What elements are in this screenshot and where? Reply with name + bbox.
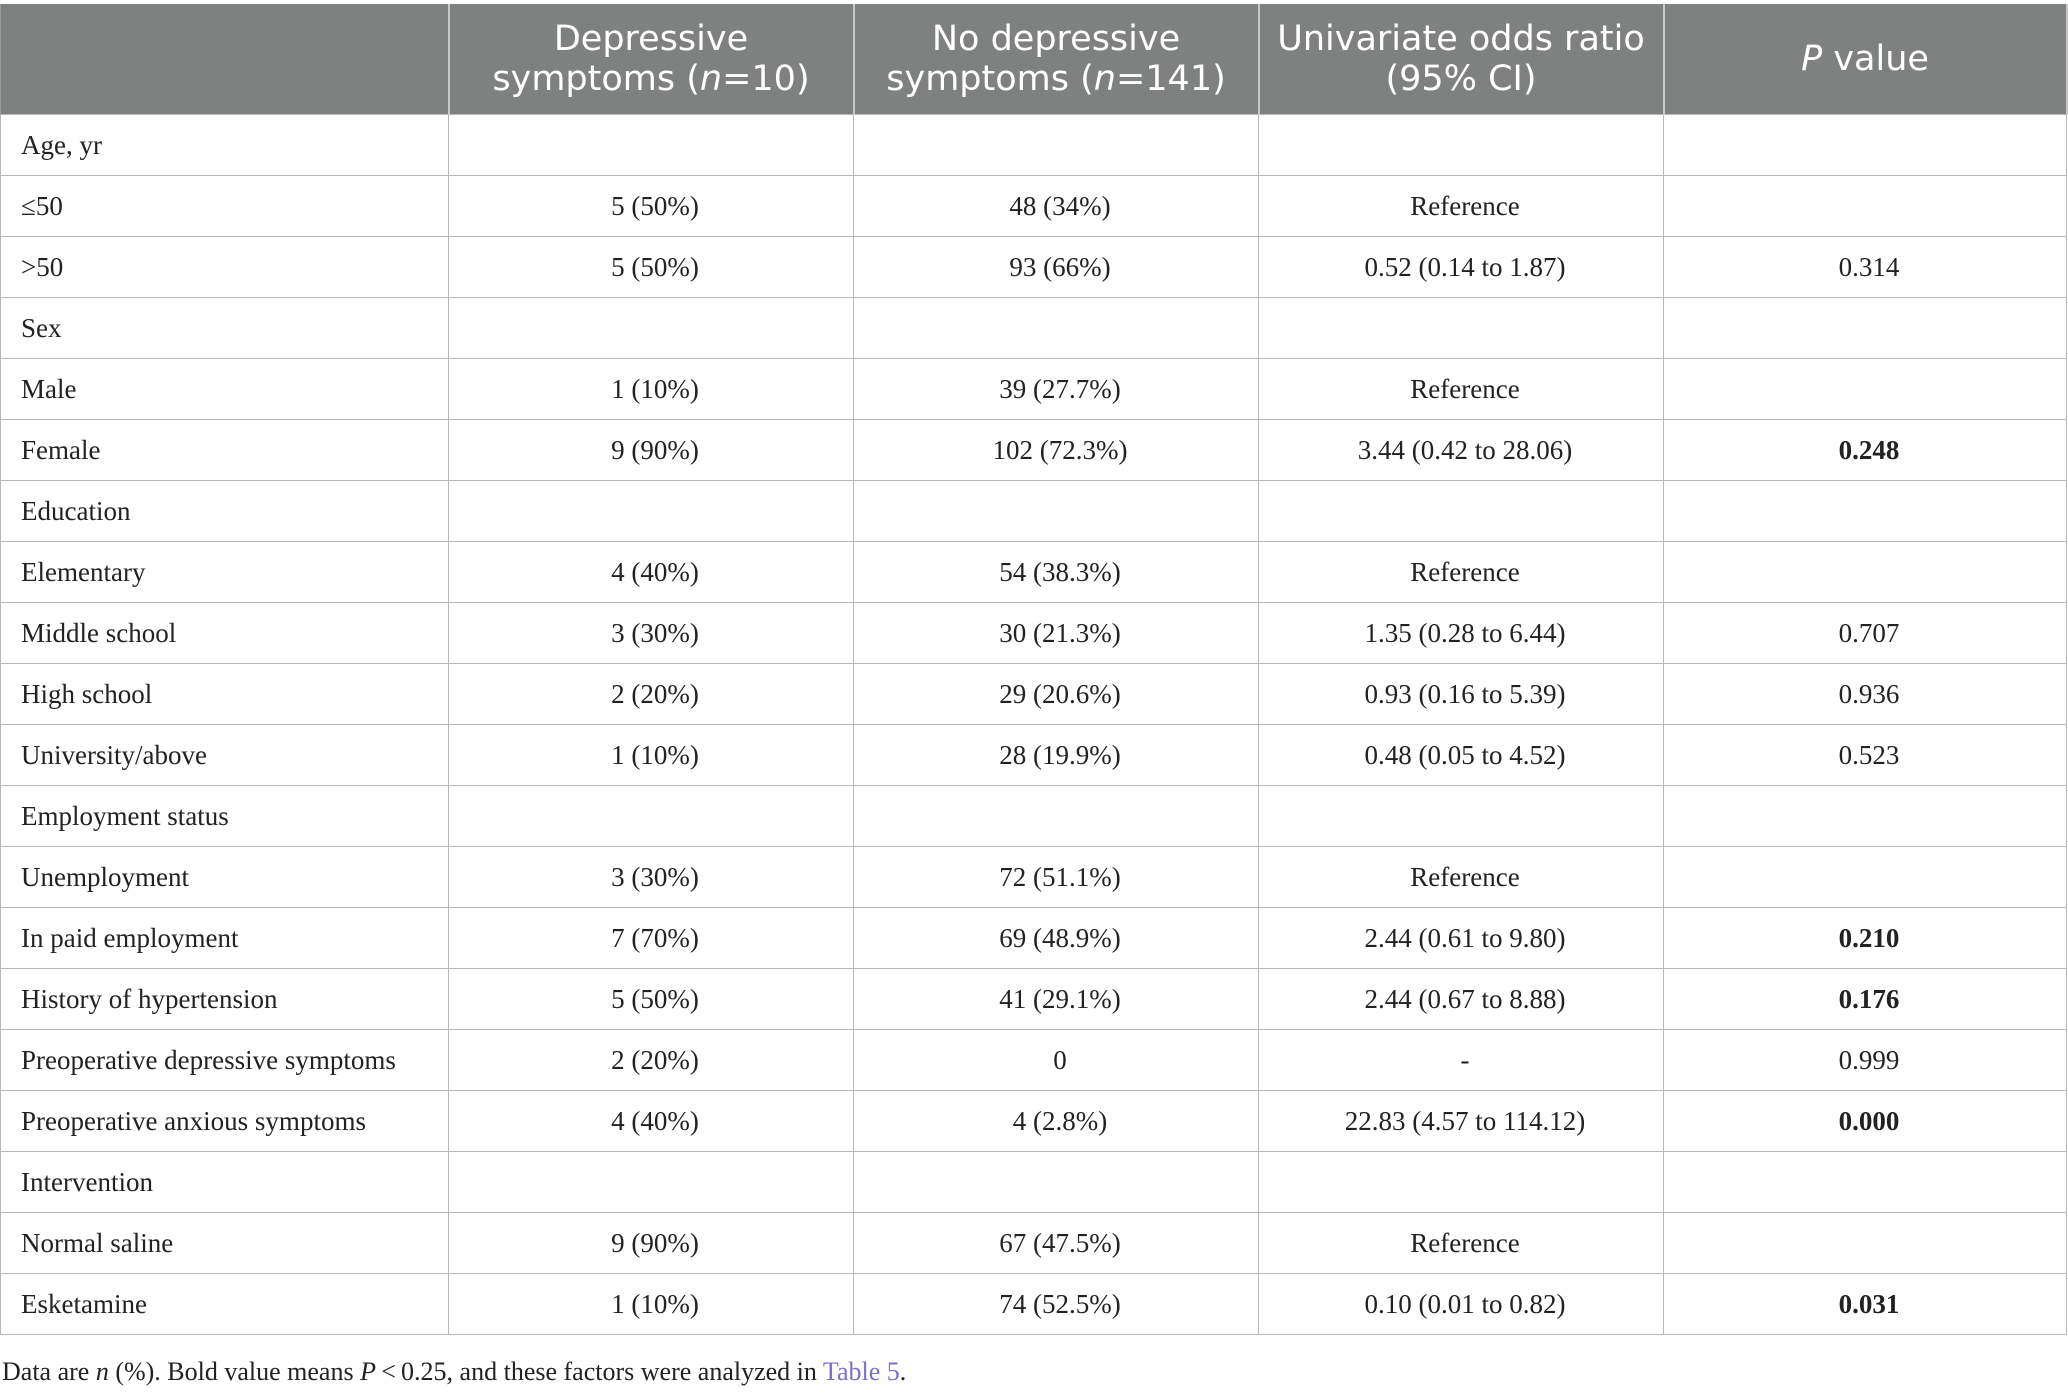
- header-no-depressive-line2: symptoms (n=141): [886, 59, 1226, 99]
- cell-no-depressive: 74 (52.5%): [854, 1274, 1259, 1335]
- cell-odds-ratio: Reference: [1259, 359, 1664, 420]
- results-table: [0, 4, 2068, 1335]
- cell-odds-ratio: 1.35 (0.28 to 6.44): [1259, 603, 1664, 664]
- cell-variable: In paid employment: [1, 908, 449, 969]
- cell-no-depressive: 4 (2.8%): [854, 1091, 1259, 1152]
- cell-p-value: 0.000: [1664, 1091, 2067, 1152]
- table-row: [1, 176, 2067, 237]
- cell-odds-ratio: [1259, 115, 1664, 176]
- header-odds-ratio-line2: (95% CI): [1385, 59, 1537, 99]
- cell-no-depressive: [854, 298, 1259, 359]
- cell-p-value: [1664, 298, 2067, 359]
- cell-depressive: 4 (40%): [449, 1091, 854, 1152]
- cell-no-depressive: 54 (38.3%): [854, 542, 1259, 603]
- cell-p-value: 0.707: [1664, 603, 2067, 664]
- cell-no-depressive: 0: [854, 1030, 1259, 1091]
- table-row: [1, 115, 2067, 176]
- cell-no-depressive: 102 (72.3%): [854, 420, 1259, 481]
- cell-no-depressive: 41 (29.1%): [854, 969, 1259, 1030]
- cell-odds-ratio: 0.52 (0.14 to 1.87): [1259, 237, 1664, 298]
- header-depressive: [449, 4, 854, 115]
- cell-depressive: 1 (10%): [449, 1274, 854, 1335]
- table-row: [1, 908, 2067, 969]
- cell-variable: High school: [1, 664, 449, 725]
- cell-no-depressive: 67 (47.5%): [854, 1213, 1259, 1274]
- cell-depressive: 4 (40%): [449, 542, 854, 603]
- cell-no-depressive: 28 (19.9%): [854, 725, 1259, 786]
- cell-variable: Sex: [1, 298, 449, 359]
- header-row: [1, 4, 2067, 115]
- table-row: [1, 542, 2067, 603]
- header-depressive-line1: Depressive: [553, 19, 749, 59]
- table-row: [1, 1152, 2067, 1213]
- table-row: [1, 725, 2067, 786]
- table-row: [1, 786, 2067, 847]
- cell-depressive: 1 (10%): [449, 725, 854, 786]
- cell-variable: Male: [1, 359, 449, 420]
- cell-odds-ratio: [1259, 1152, 1664, 1213]
- cell-depressive: 9 (90%): [449, 1213, 854, 1274]
- cell-depressive: [449, 298, 854, 359]
- cell-variable: ≤50: [1, 176, 449, 237]
- cell-variable: University/above: [1, 725, 449, 786]
- cell-depressive: 5 (50%): [449, 969, 854, 1030]
- table-row: [1, 969, 2067, 1030]
- table-row: [1, 1274, 2067, 1335]
- table-row: [1, 1030, 2067, 1091]
- header-no-depressive: [854, 4, 1259, 115]
- cell-p-value: 0.176: [1664, 969, 2067, 1030]
- cell-odds-ratio: 0.93 (0.16 to 5.39): [1259, 664, 1664, 725]
- cell-depressive: [449, 1152, 854, 1213]
- cell-no-depressive: [854, 786, 1259, 847]
- cell-variable: Middle school: [1, 603, 449, 664]
- cell-p-value: [1664, 359, 2067, 420]
- cell-variable: Employment status: [1, 786, 449, 847]
- header-variable: [1, 4, 449, 115]
- cell-p-value: [1664, 847, 2067, 908]
- header-odds-ratio-line1: Univariate odds ratio: [1277, 19, 1645, 59]
- cell-p-value: 0.031: [1664, 1274, 2067, 1335]
- header-odds-ratio: [1259, 4, 1664, 115]
- cell-variable: Preoperative anxious symptoms: [1, 1091, 449, 1152]
- cell-no-depressive: 93 (66%): [854, 237, 1259, 298]
- cell-odds-ratio: Reference: [1259, 847, 1664, 908]
- table-body: [1, 115, 2067, 1335]
- cell-odds-ratio: Reference: [1259, 1213, 1664, 1274]
- cell-variable: Unemployment: [1, 847, 449, 908]
- cell-variable: Female: [1, 420, 449, 481]
- cell-p-value: [1664, 786, 2067, 847]
- table-row: [1, 664, 2067, 725]
- cell-depressive: 1 (10%): [449, 359, 854, 420]
- cell-odds-ratio: 0.10 (0.01 to 0.82): [1259, 1274, 1664, 1335]
- cell-p-value: [1664, 176, 2067, 237]
- cell-p-value: 0.314: [1664, 237, 2067, 298]
- cell-depressive: 3 (30%): [449, 847, 854, 908]
- cell-p-value: [1664, 1213, 2067, 1274]
- cell-odds-ratio: [1259, 298, 1664, 359]
- cell-variable: Preoperative depressive symptoms: [1, 1030, 449, 1091]
- cell-no-depressive: 48 (34%): [854, 176, 1259, 237]
- cell-odds-ratio: 0.48 (0.05 to 4.52): [1259, 725, 1664, 786]
- table-footnote: Data are n (%). Bold value means P < 0.25, and these factors were analyzed in Table 5.: [2, 1357, 907, 1386]
- cell-odds-ratio: 22.83 (4.57 to 114.12): [1259, 1091, 1664, 1152]
- table-row: [1, 237, 2067, 298]
- cell-depressive: 9 (90%): [449, 420, 854, 481]
- cell-odds-ratio: 2.44 (0.61 to 9.80): [1259, 908, 1664, 969]
- cell-no-depressive: 72 (51.1%): [854, 847, 1259, 908]
- cell-variable: Normal saline: [1, 1213, 449, 1274]
- header-no-depressive-line1: No depressive: [931, 19, 1181, 59]
- cell-no-depressive: 39 (27.7%): [854, 359, 1259, 420]
- cell-p-value: 0.210: [1664, 908, 2067, 969]
- cell-depressive: 5 (50%): [449, 176, 854, 237]
- header-p-value: P value: [1664, 4, 2067, 115]
- cell-p-value: 0.523: [1664, 725, 2067, 786]
- cell-p-value: [1664, 1152, 2067, 1213]
- cell-no-depressive: 29 (20.6%): [854, 664, 1259, 725]
- cell-odds-ratio: Reference: [1259, 176, 1664, 237]
- cell-depressive: 5 (50%): [449, 237, 854, 298]
- cell-odds-ratio: -: [1259, 1030, 1664, 1091]
- cell-odds-ratio: 3.44 (0.42 to 28.06): [1259, 420, 1664, 481]
- cell-odds-ratio: Reference: [1259, 542, 1664, 603]
- cell-depressive: [449, 786, 854, 847]
- cell-variable: Age, yr: [1, 115, 449, 176]
- cell-variable: Esketamine: [1, 1274, 449, 1335]
- table-row: [1, 847, 2067, 908]
- cell-variable: >50: [1, 237, 449, 298]
- table-row: [1, 481, 2067, 542]
- cell-variable: History of hypertension: [1, 969, 449, 1030]
- table-row: [1, 1091, 2067, 1152]
- table-row: [1, 420, 2067, 481]
- cell-p-value: 0.248: [1664, 420, 2067, 481]
- cell-p-value: [1664, 115, 2067, 176]
- cell-variable: Intervention: [1, 1152, 449, 1213]
- cell-p-value: 0.936: [1664, 664, 2067, 725]
- cell-variable: Elementary: [1, 542, 449, 603]
- cell-depressive: 2 (20%): [449, 664, 854, 725]
- table-container: [0, 4, 2068, 1335]
- cell-p-value: 0.999: [1664, 1030, 2067, 1091]
- cell-no-depressive: [854, 1152, 1259, 1213]
- cell-p-value: [1664, 542, 2067, 603]
- cell-depressive: [449, 481, 854, 542]
- table-header: [1, 4, 2067, 115]
- cell-no-depressive: 69 (48.9%): [854, 908, 1259, 969]
- table-row: [1, 359, 2067, 420]
- cell-no-depressive: [854, 481, 1259, 542]
- cell-no-depressive: 30 (21.3%): [854, 603, 1259, 664]
- table-row: [1, 1213, 2067, 1274]
- cell-odds-ratio: [1259, 786, 1664, 847]
- table-row: [1, 603, 2067, 664]
- cell-depressive: [449, 115, 854, 176]
- cell-depressive: 3 (30%): [449, 603, 854, 664]
- cell-variable: Education: [1, 481, 449, 542]
- table-5-link[interactable]: Table 5: [822, 1357, 900, 1386]
- cell-p-value: [1664, 481, 2067, 542]
- header-depressive-line2: symptoms (n=10): [492, 59, 810, 99]
- cell-depressive: 7 (70%): [449, 908, 854, 969]
- cell-odds-ratio: 2.44 (0.67 to 8.88): [1259, 969, 1664, 1030]
- table-row: [1, 298, 2067, 359]
- cell-depressive: 2 (20%): [449, 1030, 854, 1091]
- cell-no-depressive: [854, 115, 1259, 176]
- cell-odds-ratio: [1259, 481, 1664, 542]
